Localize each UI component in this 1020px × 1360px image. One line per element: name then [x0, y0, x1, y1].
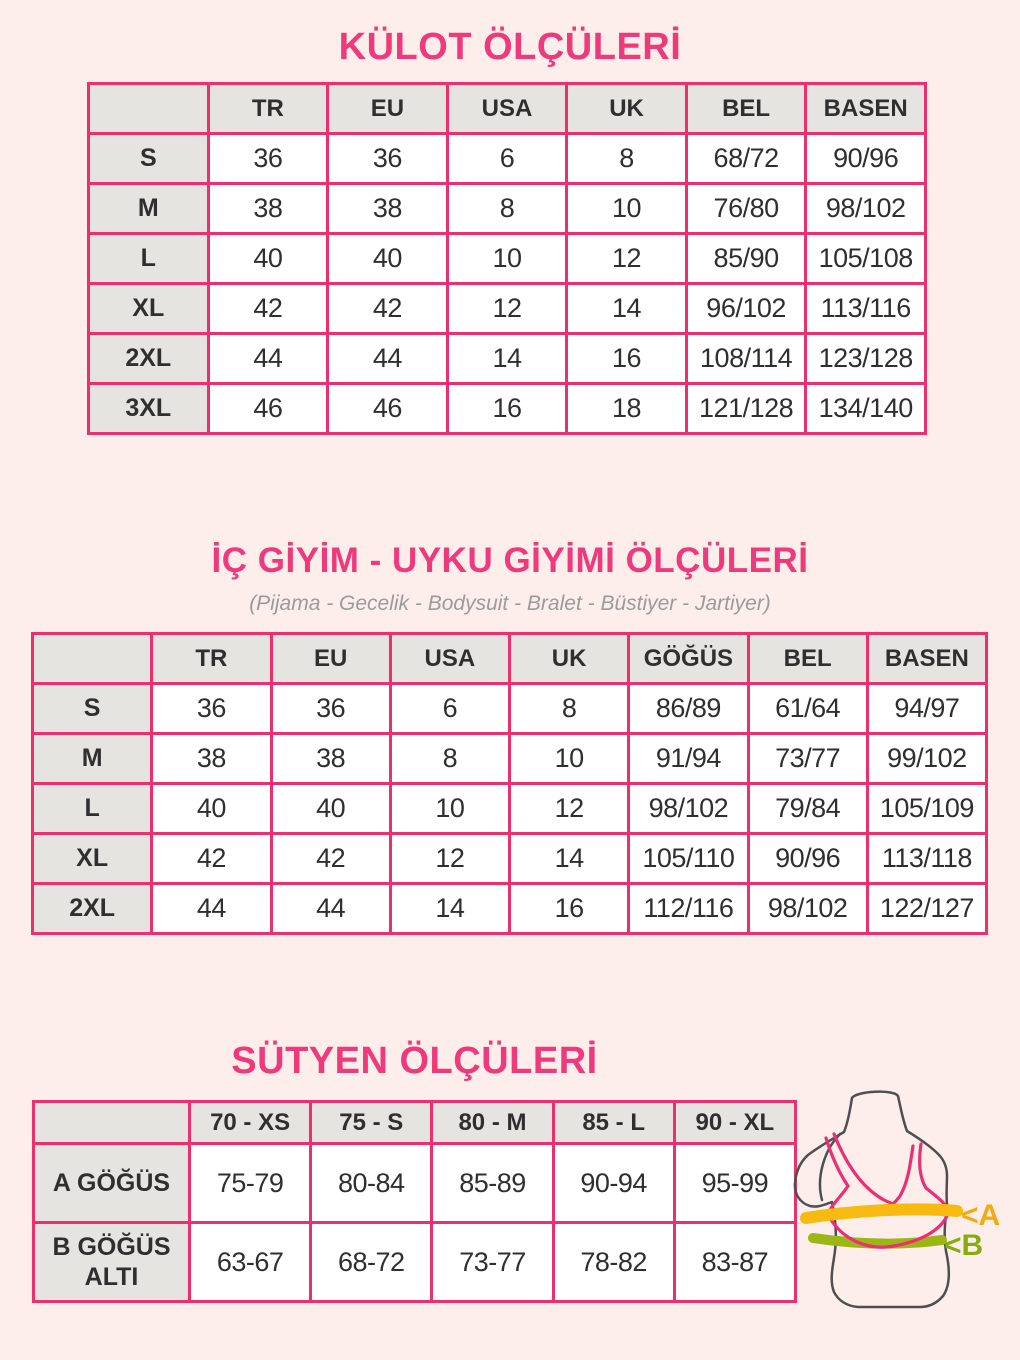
size-cell: 112/116 — [629, 884, 748, 934]
size-cell: 40 — [271, 784, 390, 834]
size-cell: 44 — [152, 884, 271, 934]
size-cell: 85/90 — [686, 234, 806, 284]
row-label: L — [89, 234, 209, 284]
size-cell: 42 — [208, 284, 328, 334]
mannequin-illustration — [780, 1088, 1020, 1323]
size-cell: 14 — [390, 884, 509, 934]
size-cell: 91/94 — [629, 734, 748, 784]
column-header: BASEN — [867, 634, 986, 684]
bust-label-a: <A — [961, 1199, 1001, 1232]
size-cell: 90-94 — [553, 1144, 674, 1223]
row-label: M — [33, 734, 152, 784]
row-label: S — [33, 684, 152, 734]
size-cell: 8 — [390, 734, 509, 784]
column-header: TR — [152, 634, 271, 684]
column-header: 90 - XL — [674, 1102, 795, 1144]
size-cell: 40 — [152, 784, 271, 834]
size-cell: 113/116 — [806, 284, 926, 334]
underbust-label-b: <B — [944, 1229, 984, 1262]
column-header: 70 - XS — [190, 1102, 311, 1144]
column-header: 80 - M — [432, 1102, 553, 1144]
size-cell: 16 — [447, 384, 567, 434]
size-cell: 12 — [390, 834, 509, 884]
size-cell: 105/109 — [867, 784, 986, 834]
row-label: S — [89, 134, 209, 184]
corner-cell — [34, 1102, 190, 1144]
size-cell: 6 — [390, 684, 509, 734]
size-cell: 8 — [447, 184, 567, 234]
size-cell: 14 — [447, 334, 567, 384]
size-cell: 36 — [328, 134, 448, 184]
table-row — [33, 884, 987, 934]
size-cell: 42 — [271, 834, 390, 884]
size-cell: 10 — [390, 784, 509, 834]
size-cell: 10 — [447, 234, 567, 284]
column-header: 85 - L — [553, 1102, 674, 1144]
row-label: XL — [89, 284, 209, 334]
size-cell: 36 — [152, 684, 271, 734]
table-row — [33, 784, 987, 834]
size-cell: 108/114 — [686, 334, 806, 384]
torso-outline — [795, 1092, 949, 1307]
size-cell: 122/127 — [867, 884, 986, 934]
size-cell: 121/128 — [686, 384, 806, 434]
size-cell: 12 — [567, 234, 687, 284]
row-label: 3XL — [89, 384, 209, 434]
size-cell: 99/102 — [867, 734, 986, 784]
size-cell: 14 — [510, 834, 629, 884]
size-cell: 75-79 — [190, 1144, 311, 1223]
size-cell: 42 — [328, 284, 448, 334]
size-cell: 44 — [328, 334, 448, 384]
ic-giyim-size-table — [31, 632, 988, 935]
size-cell: 73-77 — [432, 1223, 553, 1302]
size-cell: 68/72 — [686, 134, 806, 184]
column-header: USA — [390, 634, 509, 684]
size-cell: 46 — [208, 384, 328, 434]
size-cell: 16 — [567, 334, 687, 384]
size-cell: 78-82 — [553, 1223, 674, 1302]
size-cell: 36 — [271, 684, 390, 734]
kulot-olculeri-title: KÜLOT ÖLÇÜLERİ — [338, 26, 682, 68]
column-header: BEL — [686, 84, 806, 134]
size-cell: 44 — [208, 334, 328, 384]
size-cell: 61/64 — [748, 684, 867, 734]
row-label: B GÖĞÜS ALTI — [34, 1223, 190, 1302]
size-cell: 90/96 — [806, 134, 926, 184]
row-label: 2XL — [33, 884, 152, 934]
table-row — [89, 134, 926, 184]
size-cell: 10 — [510, 734, 629, 784]
row-label: M — [89, 184, 209, 234]
row-label: 2XL — [89, 334, 209, 384]
size-cell: 40 — [208, 234, 328, 284]
column-header: UK — [510, 634, 629, 684]
table-row — [89, 334, 926, 384]
table-row — [89, 284, 926, 334]
column-header: 75 - S — [311, 1102, 432, 1144]
size-cell: 134/140 — [806, 384, 926, 434]
size-cell: 80-84 — [311, 1144, 432, 1223]
size-cell: 96/102 — [686, 284, 806, 334]
size-cell: 83-87 — [674, 1223, 795, 1302]
size-cell: 8 — [510, 684, 629, 734]
row-label: L — [33, 784, 152, 834]
table-row — [89, 384, 926, 434]
size-cell: 98/102 — [748, 884, 867, 934]
size-cell: 105/110 — [629, 834, 748, 884]
size-cell: 12 — [447, 284, 567, 334]
header-row — [89, 84, 926, 134]
size-cell: 18 — [567, 384, 687, 434]
table-row — [34, 1144, 796, 1223]
column-header: EU — [328, 84, 448, 134]
size-cell: 113/118 — [867, 834, 986, 884]
table-row — [89, 234, 926, 284]
column-header: TR — [208, 84, 328, 134]
column-header: BEL — [748, 634, 867, 684]
size-cell: 46 — [328, 384, 448, 434]
column-header: USA — [447, 84, 567, 134]
size-cell: 105/108 — [806, 234, 926, 284]
size-cell: 68-72 — [311, 1223, 432, 1302]
size-cell: 123/128 — [806, 334, 926, 384]
size-cell: 36 — [208, 134, 328, 184]
size-cell: 10 — [567, 184, 687, 234]
row-label: XL — [33, 834, 152, 884]
size-cell: 94/97 — [867, 684, 986, 734]
size-cell: 38 — [152, 734, 271, 784]
column-header: GÖĞÜS — [629, 634, 748, 684]
size-cell: 63-67 — [190, 1223, 311, 1302]
sutyen-size-table — [32, 1100, 797, 1303]
size-cell: 85-89 — [432, 1144, 553, 1223]
table-row — [33, 684, 987, 734]
size-cell: 14 — [567, 284, 687, 334]
size-cell: 76/80 — [686, 184, 806, 234]
header-row — [33, 634, 987, 684]
size-cell: 73/77 — [748, 734, 867, 784]
size-cell: 42 — [152, 834, 271, 884]
size-cell: 98/102 — [806, 184, 926, 234]
ic-giyim-subtitle: (Pijama - Gecelik - Bodysuit - Bralet - Büstiyer - Jartiyer) — [249, 592, 771, 615]
size-cell: 6 — [447, 134, 567, 184]
size-cell: 79/84 — [748, 784, 867, 834]
size-cell: 38 — [328, 184, 448, 234]
table-row — [89, 184, 926, 234]
size-cell: 12 — [510, 784, 629, 834]
size-cell: 44 — [271, 884, 390, 934]
size-cell: 8 — [567, 134, 687, 184]
row-label: A GÖĞÜS — [34, 1144, 190, 1223]
column-header: BASEN — [806, 84, 926, 134]
column-header: EU — [271, 634, 390, 684]
size-cell: 40 — [328, 234, 448, 284]
size-cell: 38 — [271, 734, 390, 784]
bust-line-a — [806, 1209, 957, 1218]
table-row — [34, 1223, 796, 1302]
header-row — [34, 1102, 796, 1144]
kulot-size-table — [87, 82, 927, 435]
sutyen-olculeri-title: SÜTYEN ÖLÇÜLERİ — [231, 1040, 598, 1082]
ic-giyim-title: İÇ GİYİM - UYKU GİYİMİ ÖLÇÜLERİ — [211, 541, 809, 580]
size-cell: 16 — [510, 884, 629, 934]
size-cell: 95-99 — [674, 1144, 795, 1223]
corner-cell — [89, 84, 209, 134]
table-row — [33, 734, 987, 784]
size-cell: 86/89 — [629, 684, 748, 734]
size-cell: 98/102 — [629, 784, 748, 834]
corner-cell — [33, 634, 152, 684]
size-cell: 38 — [208, 184, 328, 234]
column-header: UK — [567, 84, 687, 134]
table-row — [33, 834, 987, 884]
size-cell: 90/96 — [748, 834, 867, 884]
